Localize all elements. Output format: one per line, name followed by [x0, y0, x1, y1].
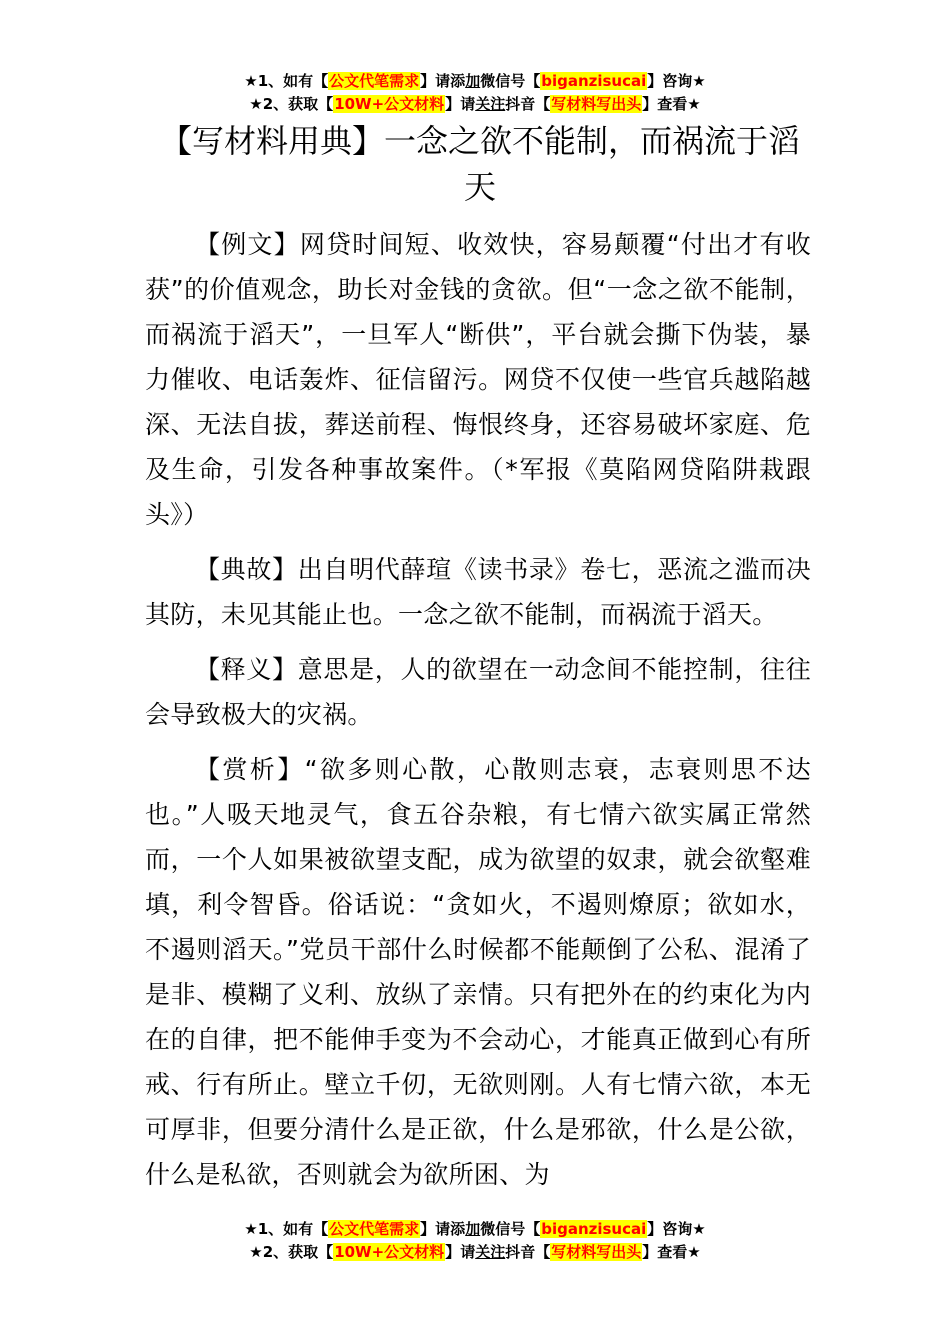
banner-text: 】查看★ — [642, 95, 701, 113]
highlight-wechat-id: biganzisucai — [541, 1220, 647, 1238]
banner-line-2 — [0, 1241, 950, 1264]
banner-line-2 — [0, 93, 950, 116]
banner-text: 微信号【 — [480, 1220, 541, 1238]
banner-text: ★2、获取【 — [249, 1243, 334, 1261]
highlight-douyin-id: 写材料写出头 — [551, 95, 642, 113]
banner-text: 关注 — [475, 95, 506, 113]
highlight-service: 公文代笔需求 — [329, 1220, 420, 1238]
banner-text: 】请 — [445, 1243, 476, 1261]
banner-text: 抖音【 — [505, 1243, 551, 1261]
paragraph-meaning: 【释义】意思是，人的欲望在一动念间不能控制，往往会导致极大的灾祸。 — [145, 655, 811, 729]
header-banner — [0, 70, 950, 116]
banner-text: 加 — [465, 72, 481, 90]
highlight-wechat-id: biganzisucai — [541, 72, 647, 90]
highlight-materials: 10W+公文材料 — [334, 1243, 445, 1261]
paragraph-origin: 【典故】出自明代薛瑄《读书录》卷七，恶流之滥而决其防，未见其能止也。一念之欲不能制，而祸流于滔天。 — [145, 555, 811, 629]
highlight-materials: 10W+公文材料 — [334, 95, 445, 113]
banner-text: 加 — [465, 1220, 481, 1238]
banner-text: 】请 — [445, 95, 476, 113]
banner-text: ★2、获取【 — [249, 95, 334, 113]
footer-banner — [0, 1218, 950, 1264]
page-title: 【写材料用典】一念之欲不能制，而祸流于滔天 — [159, 122, 800, 206]
banner-line-1 — [0, 1218, 950, 1241]
banner-text: 】咨询★ — [647, 1220, 706, 1238]
banner-text: 关注 — [475, 1243, 506, 1261]
banner-text: ★1、如有【 — [244, 1220, 329, 1238]
highlight-douyin-id: 写材料写出头 — [551, 1243, 642, 1261]
banner-text: 微信号【 — [480, 72, 541, 90]
banner-text: 抖音【 — [505, 95, 551, 113]
highlight-service: 公文代笔需求 — [329, 72, 420, 90]
article-body — [145, 222, 811, 1207]
banner-text: 】请添 — [420, 1220, 466, 1238]
paragraph-example: 【例文】网贷时间短、收效快，容易颠覆“付出才有收获”的价值观念，助长对金钱的贪欲。但“一念之欲不能制，而祸流于滔天”，一旦军人“断供”，平台就会撕下伪装，暴力催收、电话轰炸、征信留污。网贷不仅使一些官兵越陷越深、无法自拔，葬送前程、悔恨终身，还容易破坏家庭、危及生命，引发各种事故案件。（*军报《莫陷网贷陷阱栽跟头》） — [145, 230, 811, 529]
paragraph-analysis: 【赏析】“欲多则心散，心散则志衰，志衰则思不达也。”人吸天地灵气，食五谷杂粮，有七情六欲实属正常然而，一个人如果被欲望支配，成为欲望的奴隶，就会欲壑难填，利令智昏。俗话说：“贪如火，不遏则燎原；欲如水，不遏则滔天。”党员干部什么时候都不能颠倒了公私、混淆了是非、模糊了义利、放纵了亲情。只有把外在的约束化为内在的自律，把不能伸手变为不会动心，才能真正做到心有所戒、行有所止。壁立千仞，无欲则刚。人有七情六欲，本无可厚非，但要分清什么是正欲，什么是邪欲，什么是公欲，什么是私欲，否则就会为欲所困、为 — [145, 755, 811, 1189]
banner-text: 】请添 — [420, 72, 466, 90]
banner-text: 】咨询★ — [647, 72, 706, 90]
banner-text: 】查看★ — [642, 1243, 701, 1261]
banner-line-1 — [0, 70, 950, 93]
banner-text: ★1、如有【 — [244, 72, 329, 90]
